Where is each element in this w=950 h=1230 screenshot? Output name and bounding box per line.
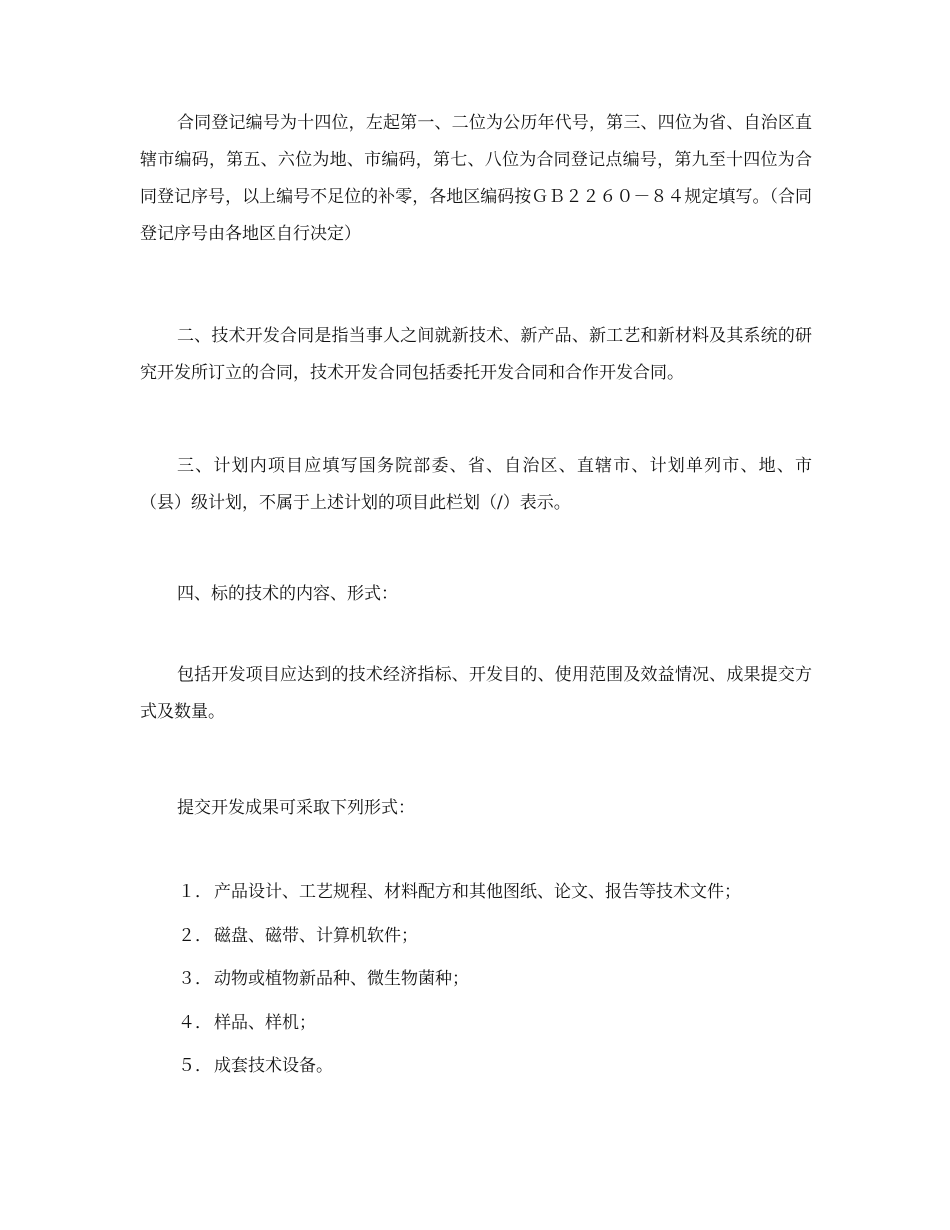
list-item bbox=[178, 1002, 818, 1046]
list-item bbox=[178, 1045, 818, 1089]
list-item bbox=[178, 871, 818, 915]
paragraph-text: 三、计划内项目应填写国务院部委、省、自治区、直辖市、计划单列市、地、市（县）级计划，不属于上述计划的项目此栏划（/）表示。 bbox=[140, 456, 812, 513]
list-item bbox=[178, 915, 818, 959]
forms-intro-paragraph bbox=[140, 790, 812, 827]
paragraph-text: 合同登记编号为十四位，左起第一、二位为公历年代号，第三、四位为省、自治区直辖市编码，第五、六位为地、市编码，第七、八位为合同登记点编号，第九至十四位为合同登记序号，以上编号不足位的补零，各地区编码按ＧＢ２２６０－８４规定填写。（合同登记序号由各地区自行决定） bbox=[140, 113, 812, 244]
list-item-number: ３． bbox=[178, 969, 212, 989]
forms-list bbox=[178, 871, 818, 1089]
list-item-text: 动物或植物新品种、微生物菌种； bbox=[214, 969, 469, 989]
list-item-number: ２． bbox=[178, 925, 212, 946]
list-item-text: 成套技术设备。 bbox=[214, 1056, 333, 1076]
list-item-number: １． bbox=[178, 882, 212, 902]
list-item-number: ４． bbox=[178, 1012, 212, 1033]
paragraph-text: 提交开发成果可采取下列形式： bbox=[177, 798, 415, 818]
paragraph-text: 二、技术开发合同是指当事人之间就新技术、新产品、新工艺和新材料及其系统的研究开发所订立的合同，技术开发合同包括委托开发合同和合作开发合同。 bbox=[140, 326, 812, 383]
paragraph-text: 四、标的技术的内容、形式： bbox=[177, 584, 398, 604]
registration-number-paragraph bbox=[140, 105, 812, 253]
list-item-text: 产品设计、工艺规程、材料配方和其他图纸、论文、报告等技术文件； bbox=[214, 882, 741, 902]
list-item bbox=[178, 958, 818, 1002]
list-item-text: 磁盘、磁带、计算机软件； bbox=[214, 925, 418, 946]
list-item-text: 样品、样机； bbox=[214, 1012, 316, 1033]
content-description-paragraph bbox=[140, 657, 812, 731]
subject-technology-heading bbox=[140, 576, 812, 613]
list-item-number: ５． bbox=[178, 1056, 212, 1076]
paragraph-text: 包括开发项目应达到的技术经济指标、开发目的、使用范围及效益情况、成果提交方式及数量。 bbox=[140, 665, 812, 722]
tech-development-contract-paragraph bbox=[140, 318, 812, 392]
planned-project-paragraph bbox=[140, 448, 812, 522]
